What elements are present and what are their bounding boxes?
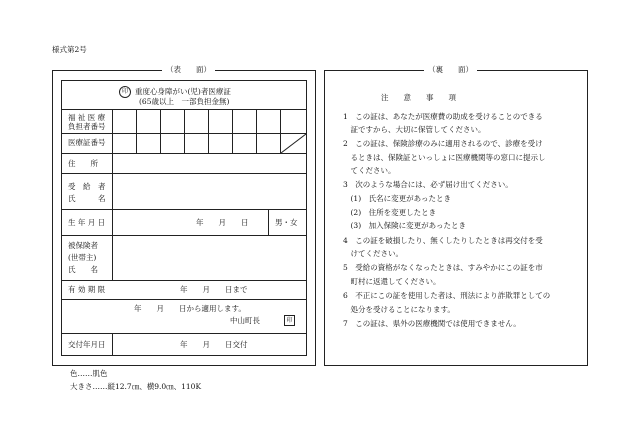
front-panel-title: （表 面） <box>162 66 215 74</box>
address-label: 住 所 <box>68 159 98 168</box>
front-card <box>61 80 307 356</box>
note-line: 処分を受けることになります。 <box>343 305 455 314</box>
card-title: 重度心身障がい(児)者医療証 <box>135 87 231 96</box>
validity-label: 有 効 期 限 <box>68 285 106 294</box>
insured-label-1: 被保険者 <box>68 241 98 250</box>
note-line: 7 この証は、県外の医療機関では使用できません。 <box>343 319 521 328</box>
recipient-label-2: 氏 名 <box>68 194 106 203</box>
mayor-name: 中山町長 <box>230 316 260 325</box>
note-line: 4 この証を破損したり、無くしたりしたときは再交付を受 <box>343 236 543 245</box>
card-subtitle: (65歳以上 一部負担金無) <box>139 97 230 106</box>
cell-diagonal <box>281 134 306 153</box>
issue-value: 年 月 日交付 <box>180 340 248 349</box>
seal-icon: 印 <box>119 86 131 98</box>
footer-color: 色……肌色 <box>70 369 108 378</box>
birth-value: 年 月 日 <box>196 218 249 227</box>
note-line: 証ですから、大切に保管してください。 <box>343 125 486 134</box>
note-line: 5 受給の資格がなくなったときは、すみやかにこの証を市 <box>343 263 543 272</box>
payer-label-1: 福 祉 医 療 <box>68 113 106 122</box>
recipient-label-1: 受 給 者 <box>68 182 106 191</box>
birth-label: 生 年 月 日 <box>68 218 106 227</box>
note-line: るときは、保険証といっしょに医療機関等の窓口に提示し <box>343 153 546 162</box>
note-line: 6 不正にこの証を使用した者は、刑法により詐欺罪としての <box>343 291 551 300</box>
note-line: (2) 住所を変更したとき <box>343 208 437 217</box>
gender-options: 男・女 <box>275 218 298 227</box>
cert-label: 医療証番号 <box>68 138 106 147</box>
issue-label: 交付年月日 <box>68 340 106 349</box>
note-line: (1) 氏名に変更があったとき <box>343 194 452 203</box>
mayor-stamp-icon: 印 <box>284 315 295 326</box>
note-line: てください。 <box>343 166 396 175</box>
apply-text: 年 月 日から適用します。 <box>134 304 246 313</box>
back-panel-title: （裏 面） <box>424 66 477 74</box>
note-line: 1 この証は、あなたが医療費の助成を受けることのできる <box>343 112 543 121</box>
note-line: (3) 加入保険に変更があったとき <box>343 221 467 230</box>
note-line: 2 この証は、保険診療のみに適用されるので、診療を受け <box>343 139 543 148</box>
payer-label-2: 負担者番号 <box>68 122 106 131</box>
insured-label-2: (世帯主) <box>68 253 97 262</box>
notes-heading: 注 意 事 項 <box>381 93 456 102</box>
form-number: 様式第2号 <box>52 45 87 54</box>
validity-value: 年 月 日まで <box>180 285 248 294</box>
insured-label-3: 氏 名 <box>68 265 98 274</box>
note-line: 3 次のような場合には、必ず届け出てください。 <box>343 180 513 189</box>
note-line: 町村に返還してください。 <box>343 277 441 286</box>
note-line: けてください。 <box>343 249 403 258</box>
footer-size: 大きさ……縦12.7㎝、横9.0㎝、110K <box>70 382 202 391</box>
